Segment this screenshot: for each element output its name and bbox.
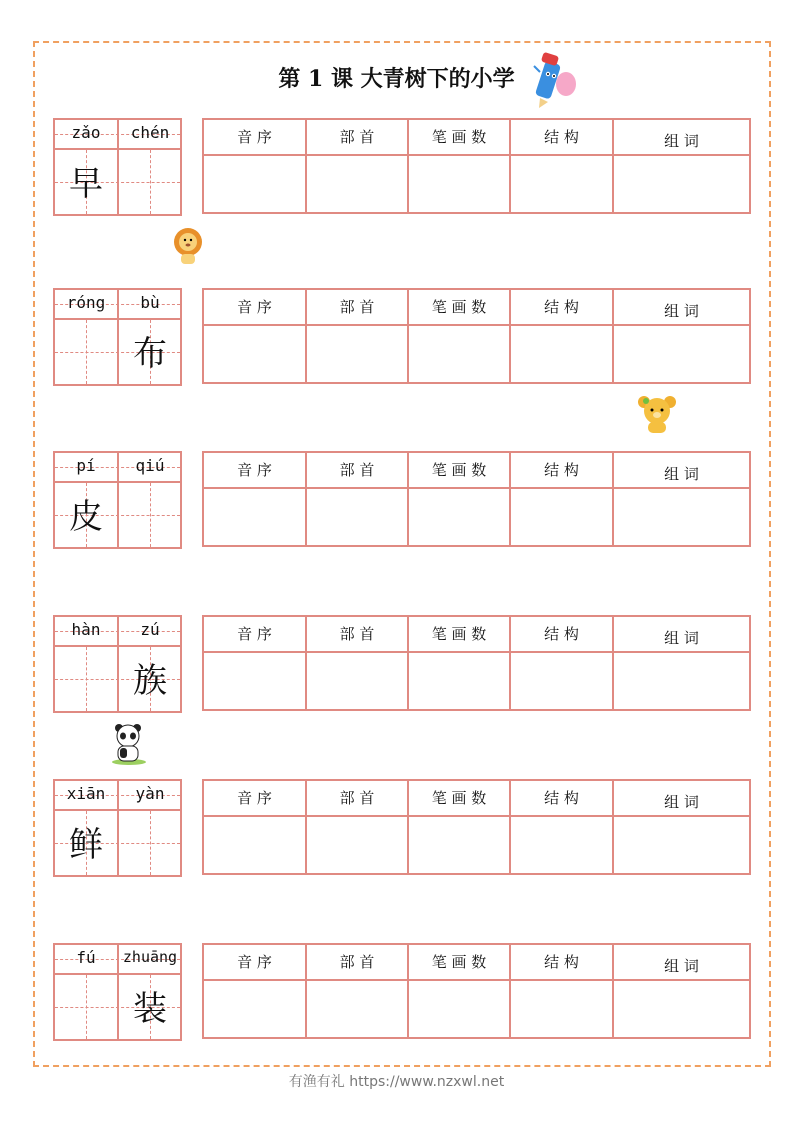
pinyin-left: zǎo (71, 123, 101, 142)
zuci-answer-cell[interactable] (614, 981, 749, 1037)
hanzi-right: 族 (133, 661, 167, 701)
bushou-answer-cell[interactable] (307, 653, 407, 709)
bihuashu-answer-cell[interactable] (409, 653, 509, 709)
character-box (53, 118, 182, 216)
bihuashu-answer-cell[interactable] (409, 156, 509, 212)
header-jiegou: 结 构 (544, 953, 579, 971)
header-zuci: 组 词 (664, 465, 699, 483)
character-row (0, 779, 793, 879)
jiegou-answer-cell[interactable] (511, 653, 612, 709)
jiegou-answer-cell[interactable] (511, 817, 612, 873)
hanzi-right: 装 (133, 989, 167, 1029)
pinyin-left: xiān (66, 784, 106, 803)
header-jiegou: 结 构 (544, 625, 579, 643)
hanzi-left: 鲜 (69, 825, 103, 865)
pinyin-right: chén (130, 123, 170, 142)
yinxu-answer-cell[interactable] (204, 817, 305, 873)
header-yinxu: 音 序 (237, 789, 272, 807)
character-row (0, 288, 793, 388)
hanzi-right (119, 154, 181, 214)
jiegou-answer-cell[interactable] (511, 981, 612, 1037)
header-zuci: 组 词 (664, 132, 699, 150)
character-box (53, 943, 182, 1041)
character-row (0, 118, 793, 218)
character-info-table (202, 451, 751, 547)
hanzi-right (119, 815, 181, 875)
bushou-answer-cell[interactable] (307, 326, 407, 382)
pinyin-right: yàn (135, 784, 165, 803)
character-row (0, 615, 793, 715)
yinxu-answer-cell[interactable] (204, 653, 305, 709)
pinyin-left: fú (76, 948, 96, 967)
zuci-answer-cell[interactable] (614, 653, 749, 709)
jiegou-answer-cell[interactable] (511, 156, 612, 212)
character-box (53, 451, 182, 549)
header-yinxu: 音 序 (237, 298, 272, 316)
bihuashu-answer-cell[interactable] (409, 326, 509, 382)
header-zuci: 组 词 (664, 629, 699, 647)
character-info-table (202, 615, 751, 711)
hanzi-right: 布 (133, 334, 167, 374)
character-info-table (202, 779, 751, 875)
bushou-answer-cell[interactable] (307, 156, 407, 212)
header-jiegou: 结 构 (544, 461, 579, 479)
header-yinxu: 音 序 (237, 625, 272, 643)
header-bihuashu: 笔 画 数 (431, 128, 487, 146)
header-bihuashu: 笔 画 数 (431, 298, 487, 316)
header-bihuashu: 笔 画 数 (431, 461, 487, 479)
hanzi-left (55, 324, 117, 384)
header-bihuashu: 笔 画 数 (431, 625, 487, 643)
page-title: 第 1 课 大青树下的小学 (278, 66, 515, 92)
yinxu-answer-cell[interactable] (204, 326, 305, 382)
header-yinxu: 音 序 (237, 128, 272, 146)
header-yinxu: 音 序 (237, 461, 272, 479)
zuci-answer-cell[interactable] (614, 326, 749, 382)
hanzi-left: 早 (69, 164, 103, 204)
header-bushou: 部 首 (339, 298, 375, 316)
character-info-table (202, 943, 751, 1039)
bear-sticker-icon (636, 393, 680, 435)
lion-sticker-icon (170, 226, 206, 266)
bushou-answer-cell[interactable] (307, 817, 407, 873)
character-box (53, 779, 182, 877)
header-bushou: 部 首 (339, 789, 375, 807)
header-zuci: 组 词 (664, 957, 699, 975)
pinyin-left: róng (66, 293, 106, 312)
pinyin-right: qiú (135, 456, 165, 475)
hanzi-left (55, 651, 117, 711)
bihuashu-answer-cell[interactable] (409, 981, 509, 1037)
header-zuci: 组 词 (664, 302, 699, 320)
header-bushou: 部 首 (339, 128, 375, 146)
pinyin-right: zhuāng (122, 948, 178, 966)
header-bushou: 部 首 (339, 625, 375, 643)
header-jiegou: 结 构 (544, 128, 579, 146)
bihuashu-answer-cell[interactable] (409, 489, 509, 545)
character-row (0, 943, 793, 1043)
footer-watermark: 有渔有礼 https://www.nzxwl.net (288, 1074, 505, 1090)
header-jiegou: 结 构 (544, 789, 579, 807)
character-box (53, 288, 182, 386)
hanzi-left (55, 979, 117, 1039)
bushou-answer-cell[interactable] (307, 489, 407, 545)
pinyin-left: hàn (71, 620, 101, 639)
header-zuci: 组 词 (664, 793, 699, 811)
yinxu-answer-cell[interactable] (204, 981, 305, 1037)
pinyin-right: bù (140, 293, 160, 312)
jiegou-answer-cell[interactable] (511, 326, 612, 382)
zuci-answer-cell[interactable] (614, 156, 749, 212)
character-box (53, 615, 182, 713)
hanzi-right (119, 487, 181, 547)
header-bihuashu: 笔 画 数 (431, 789, 487, 807)
header-yinxu: 音 序 (237, 953, 272, 971)
character-row (0, 451, 793, 551)
pencil-mascot-icon (526, 48, 582, 108)
jiegou-answer-cell[interactable] (511, 489, 612, 545)
panda-sticker-icon (110, 722, 148, 766)
character-info-table (202, 118, 751, 214)
zuci-answer-cell[interactable] (614, 489, 749, 545)
hanzi-left: 皮 (69, 497, 103, 537)
yinxu-answer-cell[interactable] (204, 156, 305, 212)
header-bushou: 部 首 (339, 461, 375, 479)
yinxu-answer-cell[interactable] (204, 489, 305, 545)
pinyin-left: pí (76, 456, 96, 475)
header-bushou: 部 首 (339, 953, 375, 971)
header-bihuashu: 笔 画 数 (431, 953, 487, 971)
zuci-answer-cell[interactable] (614, 817, 749, 873)
header-jiegou: 结 构 (544, 298, 579, 316)
character-info-table (202, 288, 751, 384)
bushou-answer-cell[interactable] (307, 981, 407, 1037)
pinyin-right: zú (140, 620, 160, 639)
bihuashu-answer-cell[interactable] (409, 817, 509, 873)
